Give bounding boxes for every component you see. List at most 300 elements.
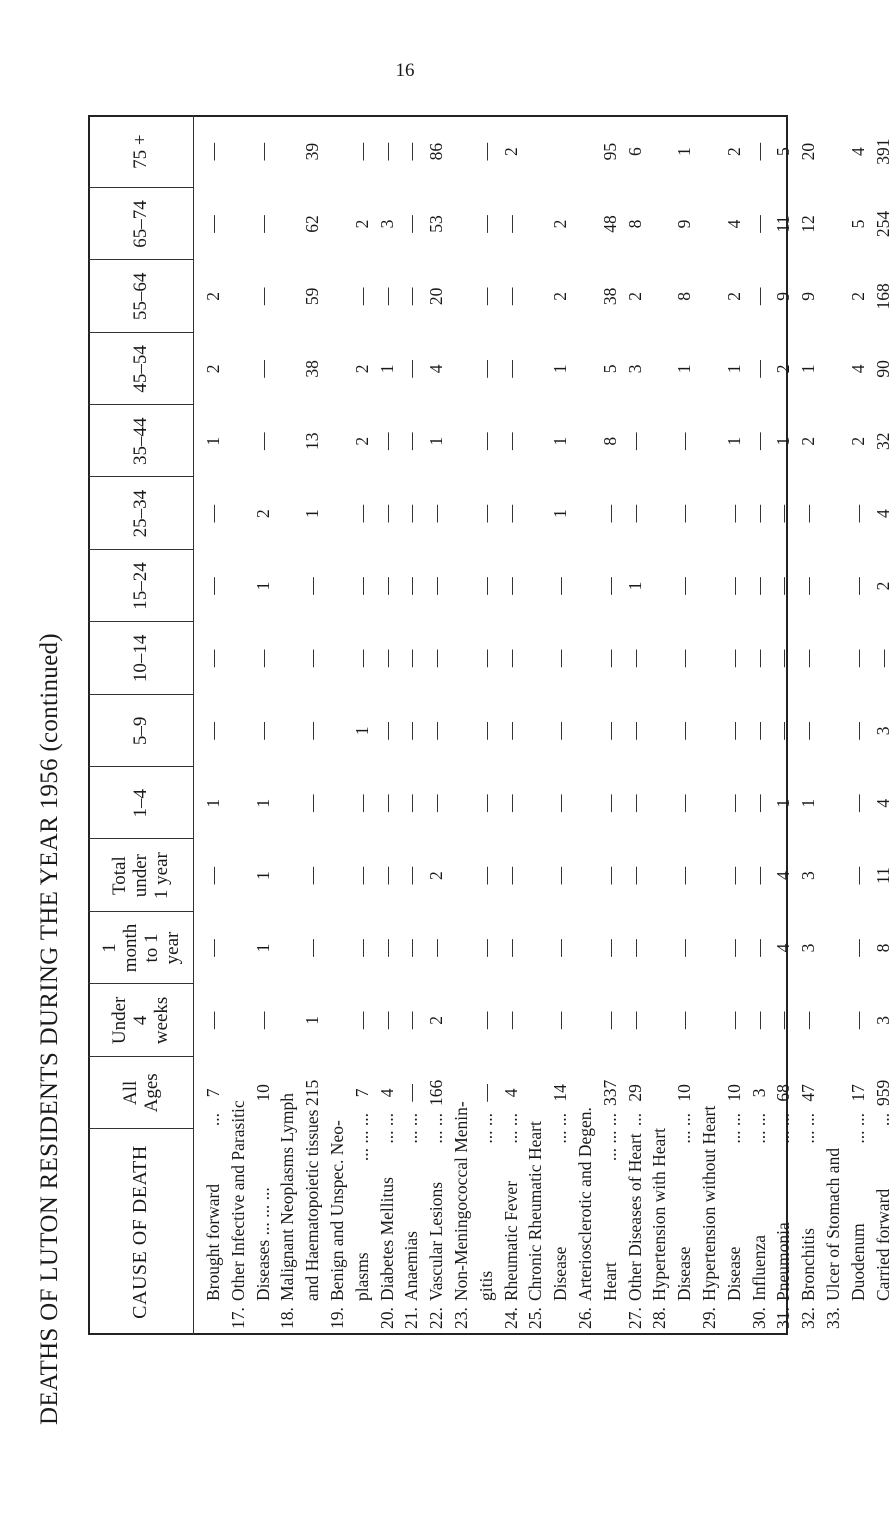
cause-cell <box>349 1109 375 1329</box>
cause-label: Ulcer of Stomach and <box>823 1147 843 1301</box>
value-cell-total-under-1 <box>522 839 548 911</box>
value-cell-age-45-54: 1 <box>798 364 819 374</box>
value-cell-total-under-1: — <box>624 866 645 885</box>
value-cell-age-1-4 <box>572 767 598 839</box>
value-cell-age-75-plus: 39 <box>302 142 323 161</box>
cause-number: 18. <box>277 1307 298 1329</box>
cause-label: Duodenum <box>847 1223 868 1301</box>
value-cell-total-under-1: 3 <box>798 871 819 880</box>
value-cell-age-75-plus <box>225 115 251 187</box>
value-cell-month-to-1-year <box>820 912 846 984</box>
value-cell-age-5-9: — <box>401 722 422 740</box>
value-cell-age-5-9: — <box>302 722 323 740</box>
value-cell-month-to-1-year: — <box>426 939 447 957</box>
value-cell-month-to-1-year: — <box>723 939 744 957</box>
value-cell-under-4-weeks: — <box>723 1011 744 1030</box>
column-header-month-to-1-year <box>88 912 193 984</box>
value-cell-age-75-plus: 5 <box>773 147 794 156</box>
cause-number: 29. <box>699 1307 719 1329</box>
value-cell-total-under-1 <box>646 839 672 911</box>
value-cell-all-ages: 337 <box>599 1079 620 1106</box>
value-cell-age-35-44: — <box>500 432 521 450</box>
column-header-age-1-4 <box>88 767 193 839</box>
value-cell-age-35-44: 8 <box>599 436 620 446</box>
table-row <box>671 115 697 1335</box>
page-title-container <box>8 0 78 1515</box>
value-cell-age-10-14: — <box>401 649 422 668</box>
value-cell-age-75-plus: — <box>376 142 397 161</box>
table-row <box>547 115 573 1335</box>
column-header-age-55-64 <box>88 260 193 332</box>
value-cell-age-75-plus: 391 <box>872 138 893 165</box>
leader-dots: ... ... <box>748 1113 769 1144</box>
value-cell-age-25-34 <box>225 477 251 549</box>
value-cell-age-65-74: — <box>475 215 496 233</box>
value-cell-age-55-64: 9 <box>773 292 794 301</box>
value-cell-age-25-34 <box>820 477 846 549</box>
value-cell-month-to-1-year: — <box>203 939 223 957</box>
value-cell-all-ages: 47 <box>798 1084 819 1102</box>
value-cell-age-25-34: 1 <box>550 509 571 518</box>
value-cell-age-1-4 <box>820 767 846 839</box>
value-cell-month-to-1-year: 8 <box>872 943 893 953</box>
table-row <box>448 115 474 1335</box>
value-cell-age-75-plus: 1 <box>674 147 695 156</box>
leader-dots: ... ... <box>847 1113 868 1144</box>
value-cell-age-25-34: — <box>599 504 620 523</box>
value-cell-age-55-64: 2 <box>203 292 223 301</box>
cause-label: Arteriosclerotic and Degen. <box>575 1107 595 1301</box>
leader-dots: ... ... ... <box>351 1113 372 1162</box>
value-cell-age-65-74: 2 <box>550 219 571 229</box>
value-cell-under-4-weeks: 2 <box>426 1016 447 1025</box>
cause-label: Hypertension with Heart <box>649 1127 670 1301</box>
value-cell-all-ages: 7 <box>351 1088 372 1098</box>
value-cell-age-1-4: 1 <box>252 798 273 808</box>
value-cell-all-ages <box>696 1057 722 1129</box>
value-cell-age-25-34: — <box>351 504 372 523</box>
value-cell-age-1-4: — <box>351 794 372 812</box>
value-cell-age-55-64 <box>448 260 474 332</box>
value-cell-age-5-9: 1 <box>351 726 372 736</box>
value-cell-total-under-1 <box>324 839 350 911</box>
table-row <box>795 115 821 1335</box>
value-cell-age-25-34: 1 <box>302 509 323 518</box>
value-cell-age-5-9 <box>324 695 350 767</box>
column-header-line: Total <box>109 856 130 896</box>
table-row <box>225 115 251 1335</box>
value-cell-age-45-54 <box>572 333 598 405</box>
value-cell-under-4-weeks: — <box>773 1011 794 1030</box>
value-cell-age-45-54: — <box>748 360 769 378</box>
value-cell-age-5-9: — <box>798 722 819 740</box>
value-cell-total-under-1 <box>274 839 300 911</box>
cause-cell <box>770 1109 796 1329</box>
value-cell-age-45-54: 4 <box>426 364 447 374</box>
value-cell-age-45-54 <box>225 333 251 405</box>
value-cell-age-5-9 <box>522 695 548 767</box>
value-cell-age-45-54: 2 <box>203 364 223 374</box>
value-cell-age-1-4: 4 <box>872 798 893 808</box>
value-cell-age-5-9 <box>820 695 846 767</box>
cause-number: 19. <box>327 1307 347 1329</box>
value-cell-age-5-9: — <box>847 722 868 740</box>
value-cell-age-75-plus <box>572 115 598 187</box>
value-cell-month-to-1-year: — <box>500 939 521 957</box>
cause-of-death-header: CAUSE OF DEATH <box>129 1145 151 1319</box>
value-cell-age-55-64: — <box>500 287 521 306</box>
value-cell-age-35-44: — <box>401 432 422 450</box>
value-cell-age-10-14: — <box>773 649 794 668</box>
column-header-line: under <box>130 853 151 898</box>
value-cell-all-ages: 4 <box>376 1088 397 1098</box>
value-cell-all-ages <box>522 1057 548 1129</box>
value-cell-age-15-24: — <box>748 577 769 595</box>
cause-cell <box>448 1101 474 1329</box>
value-cell-age-15-24 <box>324 550 350 622</box>
value-cell-age-65-74 <box>225 188 251 260</box>
value-cell-age-45-54: 3 <box>624 364 645 374</box>
value-cell-age-75-plus: — <box>475 142 496 161</box>
value-cell-age-55-64: 2 <box>624 292 645 301</box>
cause-number: 30. <box>748 1307 769 1329</box>
value-cell-age-5-9: — <box>748 722 769 740</box>
table-row <box>696 115 722 1335</box>
value-cell-age-1-4: — <box>674 794 695 812</box>
value-cell-age-25-34 <box>696 477 722 549</box>
value-cell-age-25-34: — <box>475 504 496 523</box>
value-cell-age-55-64 <box>274 260 300 332</box>
value-cell-age-10-14 <box>646 622 672 694</box>
value-cell-age-15-24 <box>820 550 846 622</box>
cause-cell <box>696 1105 722 1329</box>
value-cell-age-45-54: — <box>401 360 422 378</box>
value-cell-age-1-4: — <box>302 794 323 812</box>
value-cell-age-15-24 <box>225 550 251 622</box>
value-cell-age-10-14: — <box>203 649 223 668</box>
value-cell-total-under-1: — <box>599 866 620 885</box>
table-row <box>349 115 375 1335</box>
value-cell-age-1-4: 1 <box>798 798 819 808</box>
value-cell-age-75-plus: 86 <box>426 142 447 161</box>
column-header-line: 4 <box>130 1015 151 1026</box>
value-cell-age-75-plus: — <box>252 142 273 161</box>
value-cell-total-under-1: — <box>203 866 223 885</box>
cause-number: 20. <box>376 1307 397 1329</box>
value-cell-month-to-1-year: — <box>475 939 496 957</box>
cause-label: Heart <box>599 1262 620 1301</box>
column-header-line: 45–54 <box>130 345 151 393</box>
value-cell-age-45-54: 2 <box>351 364 372 374</box>
value-cell-age-75-plus <box>547 115 573 187</box>
column-header-line: month <box>119 923 141 973</box>
value-cell-age-65-74 <box>324 188 350 260</box>
value-cell-under-4-weeks: — <box>798 1011 819 1030</box>
value-cell-age-55-64 <box>225 260 251 332</box>
value-cell-age-55-64: — <box>252 287 273 306</box>
value-cell-age-5-9 <box>448 695 474 767</box>
value-cell-all-ages <box>820 1057 846 1129</box>
value-cell-age-10-14: — <box>426 649 447 668</box>
value-cell-age-5-9: — <box>500 722 521 740</box>
cause-cell <box>597 1109 623 1329</box>
value-cell-age-10-14 <box>572 622 598 694</box>
table-row <box>250 115 276 1335</box>
value-cell-age-45-54 <box>820 333 846 405</box>
value-cell-age-65-74: — <box>252 215 273 233</box>
value-cell-month-to-1-year: — <box>302 939 323 957</box>
value-cell-age-25-34 <box>324 477 350 549</box>
leader-dots: ... ... <box>426 1113 447 1144</box>
column-header-age-45-54 <box>88 333 193 405</box>
value-cell-age-5-9: — <box>773 722 794 740</box>
cause-number: 21. <box>401 1307 422 1329</box>
value-cell-age-65-74 <box>572 188 598 260</box>
column-header-line: Under <box>109 996 130 1045</box>
cause-cell <box>795 1109 821 1329</box>
cause-label: Vascular Lesions <box>426 1181 447 1301</box>
value-cell-under-4-weeks <box>225 984 251 1056</box>
value-cell-age-45-54: — <box>252 360 273 378</box>
value-cell-age-10-14 <box>820 622 846 694</box>
value-cell-age-15-24: — <box>376 577 397 595</box>
value-cell-age-45-54: 1 <box>376 364 397 374</box>
column-header-age-75-plus <box>88 115 193 187</box>
value-cell-age-1-4: — <box>426 794 447 812</box>
value-cell-age-55-64: — <box>401 287 422 306</box>
value-cell-age-65-74: 3 <box>376 219 397 229</box>
value-cell-age-55-64 <box>522 260 548 332</box>
value-cell-age-55-64 <box>324 260 350 332</box>
value-cell-age-1-4 <box>324 767 350 839</box>
value-cell-under-4-weeks <box>324 984 350 1056</box>
value-cell-under-4-weeks <box>646 984 672 1056</box>
leader-dots: ... ... <box>550 1113 571 1144</box>
value-cell-age-5-9: — <box>475 722 496 740</box>
column-header-age-25-34 <box>88 477 193 549</box>
value-cell-age-15-24: — <box>351 577 372 595</box>
value-cell-age-65-74: 4 <box>723 219 744 229</box>
leader-dots: ... ... ... <box>599 1113 620 1162</box>
value-cell-age-25-34: — <box>847 504 868 523</box>
cause-cell <box>646 1109 672 1329</box>
value-cell-age-45-54: 38 <box>302 360 323 378</box>
value-cell-age-5-9: — <box>203 722 223 740</box>
value-cell-age-45-54 <box>324 333 350 405</box>
value-cell-age-45-54: — <box>475 360 496 378</box>
cause-label: gitis <box>475 1270 496 1301</box>
value-cell-month-to-1-year <box>448 912 474 984</box>
value-cell-age-10-14: — <box>500 649 521 668</box>
value-cell-under-4-weeks: — <box>599 1011 620 1030</box>
value-cell-age-35-44: 1 <box>723 436 744 446</box>
value-cell-age-35-44: 32 <box>872 432 893 450</box>
value-cell-age-45-54 <box>696 333 722 405</box>
value-cell-age-15-24: — <box>500 577 521 595</box>
value-cell-age-15-24 <box>646 550 672 622</box>
value-cell-all-ages: 959 <box>872 1079 893 1106</box>
value-cell-month-to-1-year <box>696 912 722 984</box>
cause-label: Disease <box>723 1246 744 1301</box>
leader-dots: ... ... <box>723 1113 744 1144</box>
value-cell-age-1-4: — <box>401 794 422 812</box>
value-cell-age-45-54 <box>522 333 548 405</box>
value-cell-age-15-24: — <box>723 577 744 595</box>
value-cell-age-75-plus: 4 <box>847 147 868 156</box>
value-cell-age-75-plus: 95 <box>599 142 620 161</box>
value-cell-age-5-9 <box>696 695 722 767</box>
value-cell-age-1-4 <box>646 767 672 839</box>
column-header-age-65-74 <box>88 188 193 260</box>
value-cell-age-65-74: — <box>500 215 521 233</box>
value-cell-age-35-44: 1 <box>550 436 571 446</box>
value-cell-age-15-24: — <box>302 577 323 595</box>
value-cell-under-4-weeks: — <box>203 1011 223 1030</box>
value-cell-under-4-weeks: — <box>748 1011 769 1030</box>
table-row <box>398 115 424 1335</box>
value-cell-age-35-44: 2 <box>847 436 868 446</box>
cause-cell <box>250 1109 276 1329</box>
column-header-line: to 1 <box>140 933 162 963</box>
value-cell-age-15-24: — <box>773 577 794 595</box>
value-cell-under-4-weeks: — <box>252 1011 273 1030</box>
value-cell-age-25-34: — <box>723 504 744 523</box>
value-cell-age-55-64: — <box>351 287 372 306</box>
table-row <box>374 115 400 1335</box>
value-cell-age-10-14 <box>225 622 251 694</box>
value-cell-age-35-44: — <box>252 432 273 450</box>
leader-dots: ... ... <box>798 1113 819 1144</box>
value-cell-age-75-plus: 6 <box>624 147 645 156</box>
value-cell-total-under-1: — <box>748 866 769 885</box>
value-cell-age-55-64: 38 <box>599 287 620 306</box>
value-cell-total-under-1: — <box>500 866 521 885</box>
value-cell-age-25-34: — <box>376 504 397 523</box>
value-cell-total-under-1: 1 <box>252 871 273 880</box>
value-cell-total-under-1: — <box>674 866 695 885</box>
value-cell-total-under-1: — <box>401 866 422 885</box>
leader-dots: ... <box>624 1113 645 1127</box>
value-cell-age-10-14: — <box>872 649 893 668</box>
cause-label: Diseases ... ... ... <box>252 1187 273 1301</box>
value-cell-age-45-54: 1 <box>550 364 571 374</box>
value-cell-all-ages: 215 <box>302 1079 323 1106</box>
cause-label: Bronchitis <box>798 1228 819 1301</box>
cause-number: 26. <box>575 1307 595 1329</box>
value-cell-all-ages: 10 <box>252 1084 273 1102</box>
value-cell-age-15-24: — <box>475 577 496 595</box>
value-cell-age-15-24: 1 <box>624 581 645 591</box>
value-cell-age-5-9 <box>274 695 300 767</box>
value-cell-age-15-24 <box>274 550 300 622</box>
cause-label: Benign and Unspec. Neo- <box>327 1120 347 1301</box>
value-cell-age-10-14: — <box>351 649 372 668</box>
cause-label: Chronic Rheumatic Heart <box>525 1121 546 1301</box>
table-row <box>622 115 648 1335</box>
cause-label: Disease <box>674 1246 695 1301</box>
table-row <box>746 115 772 1335</box>
value-cell-age-35-44: — <box>475 432 496 450</box>
value-cell-age-1-4 <box>522 767 548 839</box>
value-cell-month-to-1-year: 1 <box>252 943 273 953</box>
table-row <box>646 115 672 1335</box>
value-cell-month-to-1-year: 3 <box>798 943 819 953</box>
leader-dots: ... ... <box>500 1113 521 1144</box>
value-cell-age-45-54: — <box>500 360 521 378</box>
value-cell-all-ages <box>324 1057 350 1129</box>
value-cell-under-4-weeks: — <box>475 1011 496 1030</box>
value-cell-under-4-weeks: — <box>674 1011 695 1030</box>
value-cell-all-ages: 29 <box>624 1084 645 1102</box>
value-cell-month-to-1-year <box>646 912 672 984</box>
value-cell-age-45-54: 4 <box>847 364 868 374</box>
value-cell-age-15-24: — <box>203 577 223 595</box>
value-cell-age-35-44 <box>448 405 474 477</box>
value-cell-age-75-plus <box>324 115 350 187</box>
value-cell-age-10-14 <box>696 622 722 694</box>
value-cell-age-10-14 <box>324 622 350 694</box>
value-cell-age-25-34: — <box>500 504 521 523</box>
value-cell-under-4-weeks: — <box>550 1011 571 1030</box>
value-cell-total-under-1 <box>820 839 846 911</box>
value-cell-age-25-34 <box>646 477 672 549</box>
value-cell-all-ages: 3 <box>748 1088 769 1098</box>
value-cell-age-45-54 <box>274 333 300 405</box>
table-row <box>498 115 524 1335</box>
value-cell-age-65-74 <box>646 188 672 260</box>
value-cell-age-15-24 <box>572 550 598 622</box>
cause-number: 28. <box>649 1307 670 1329</box>
value-cell-age-35-44: 1 <box>203 436 223 446</box>
value-cell-age-55-64: — <box>376 287 397 306</box>
value-cell-age-65-74: 2 <box>351 219 372 229</box>
value-cell-total-under-1 <box>572 839 598 911</box>
leader-dots: ... ... <box>475 1113 496 1144</box>
value-cell-age-10-14: — <box>376 649 397 668</box>
column-header-line: 75 + <box>130 134 151 169</box>
value-cell-age-10-14: — <box>302 649 323 668</box>
cause-cell <box>522 1109 548 1329</box>
cause-number: 23. <box>451 1307 471 1329</box>
value-cell-under-4-weeks: — <box>401 1011 422 1030</box>
value-cell-age-45-54: 1 <box>723 364 744 374</box>
value-cell-total-under-1 <box>696 839 722 911</box>
cause-label: and Haematopoietic tissues <box>302 1109 323 1301</box>
value-cell-age-10-14: — <box>674 649 695 668</box>
cause-cell <box>299 1109 325 1329</box>
column-header-line: 1 year <box>151 852 172 900</box>
value-cell-age-55-64: 168 <box>872 283 893 310</box>
table-row <box>572 115 598 1335</box>
value-cell-age-55-64: 8 <box>674 292 695 301</box>
cause-number: 33. <box>823 1307 843 1329</box>
cause-number: 32. <box>798 1307 819 1329</box>
value-cell-age-35-44 <box>225 405 251 477</box>
cause-label: Non-Meningococcal Menin- <box>451 1101 471 1301</box>
value-cell-total-under-1 <box>225 839 251 911</box>
value-cell-age-65-74: 12 <box>798 215 819 233</box>
cause-number: 22. <box>426 1307 447 1329</box>
leader-dots: ... ... <box>674 1113 695 1144</box>
value-cell-under-4-weeks <box>696 984 722 1056</box>
column-header-line: year <box>161 931 183 965</box>
value-cell-age-15-24: 1 <box>252 581 273 591</box>
table-row <box>473 115 499 1335</box>
table-row <box>522 115 548 1335</box>
value-cell-month-to-1-year: — <box>376 939 397 957</box>
value-cell-age-45-54 <box>448 333 474 405</box>
value-cell-age-5-9: — <box>252 722 273 740</box>
